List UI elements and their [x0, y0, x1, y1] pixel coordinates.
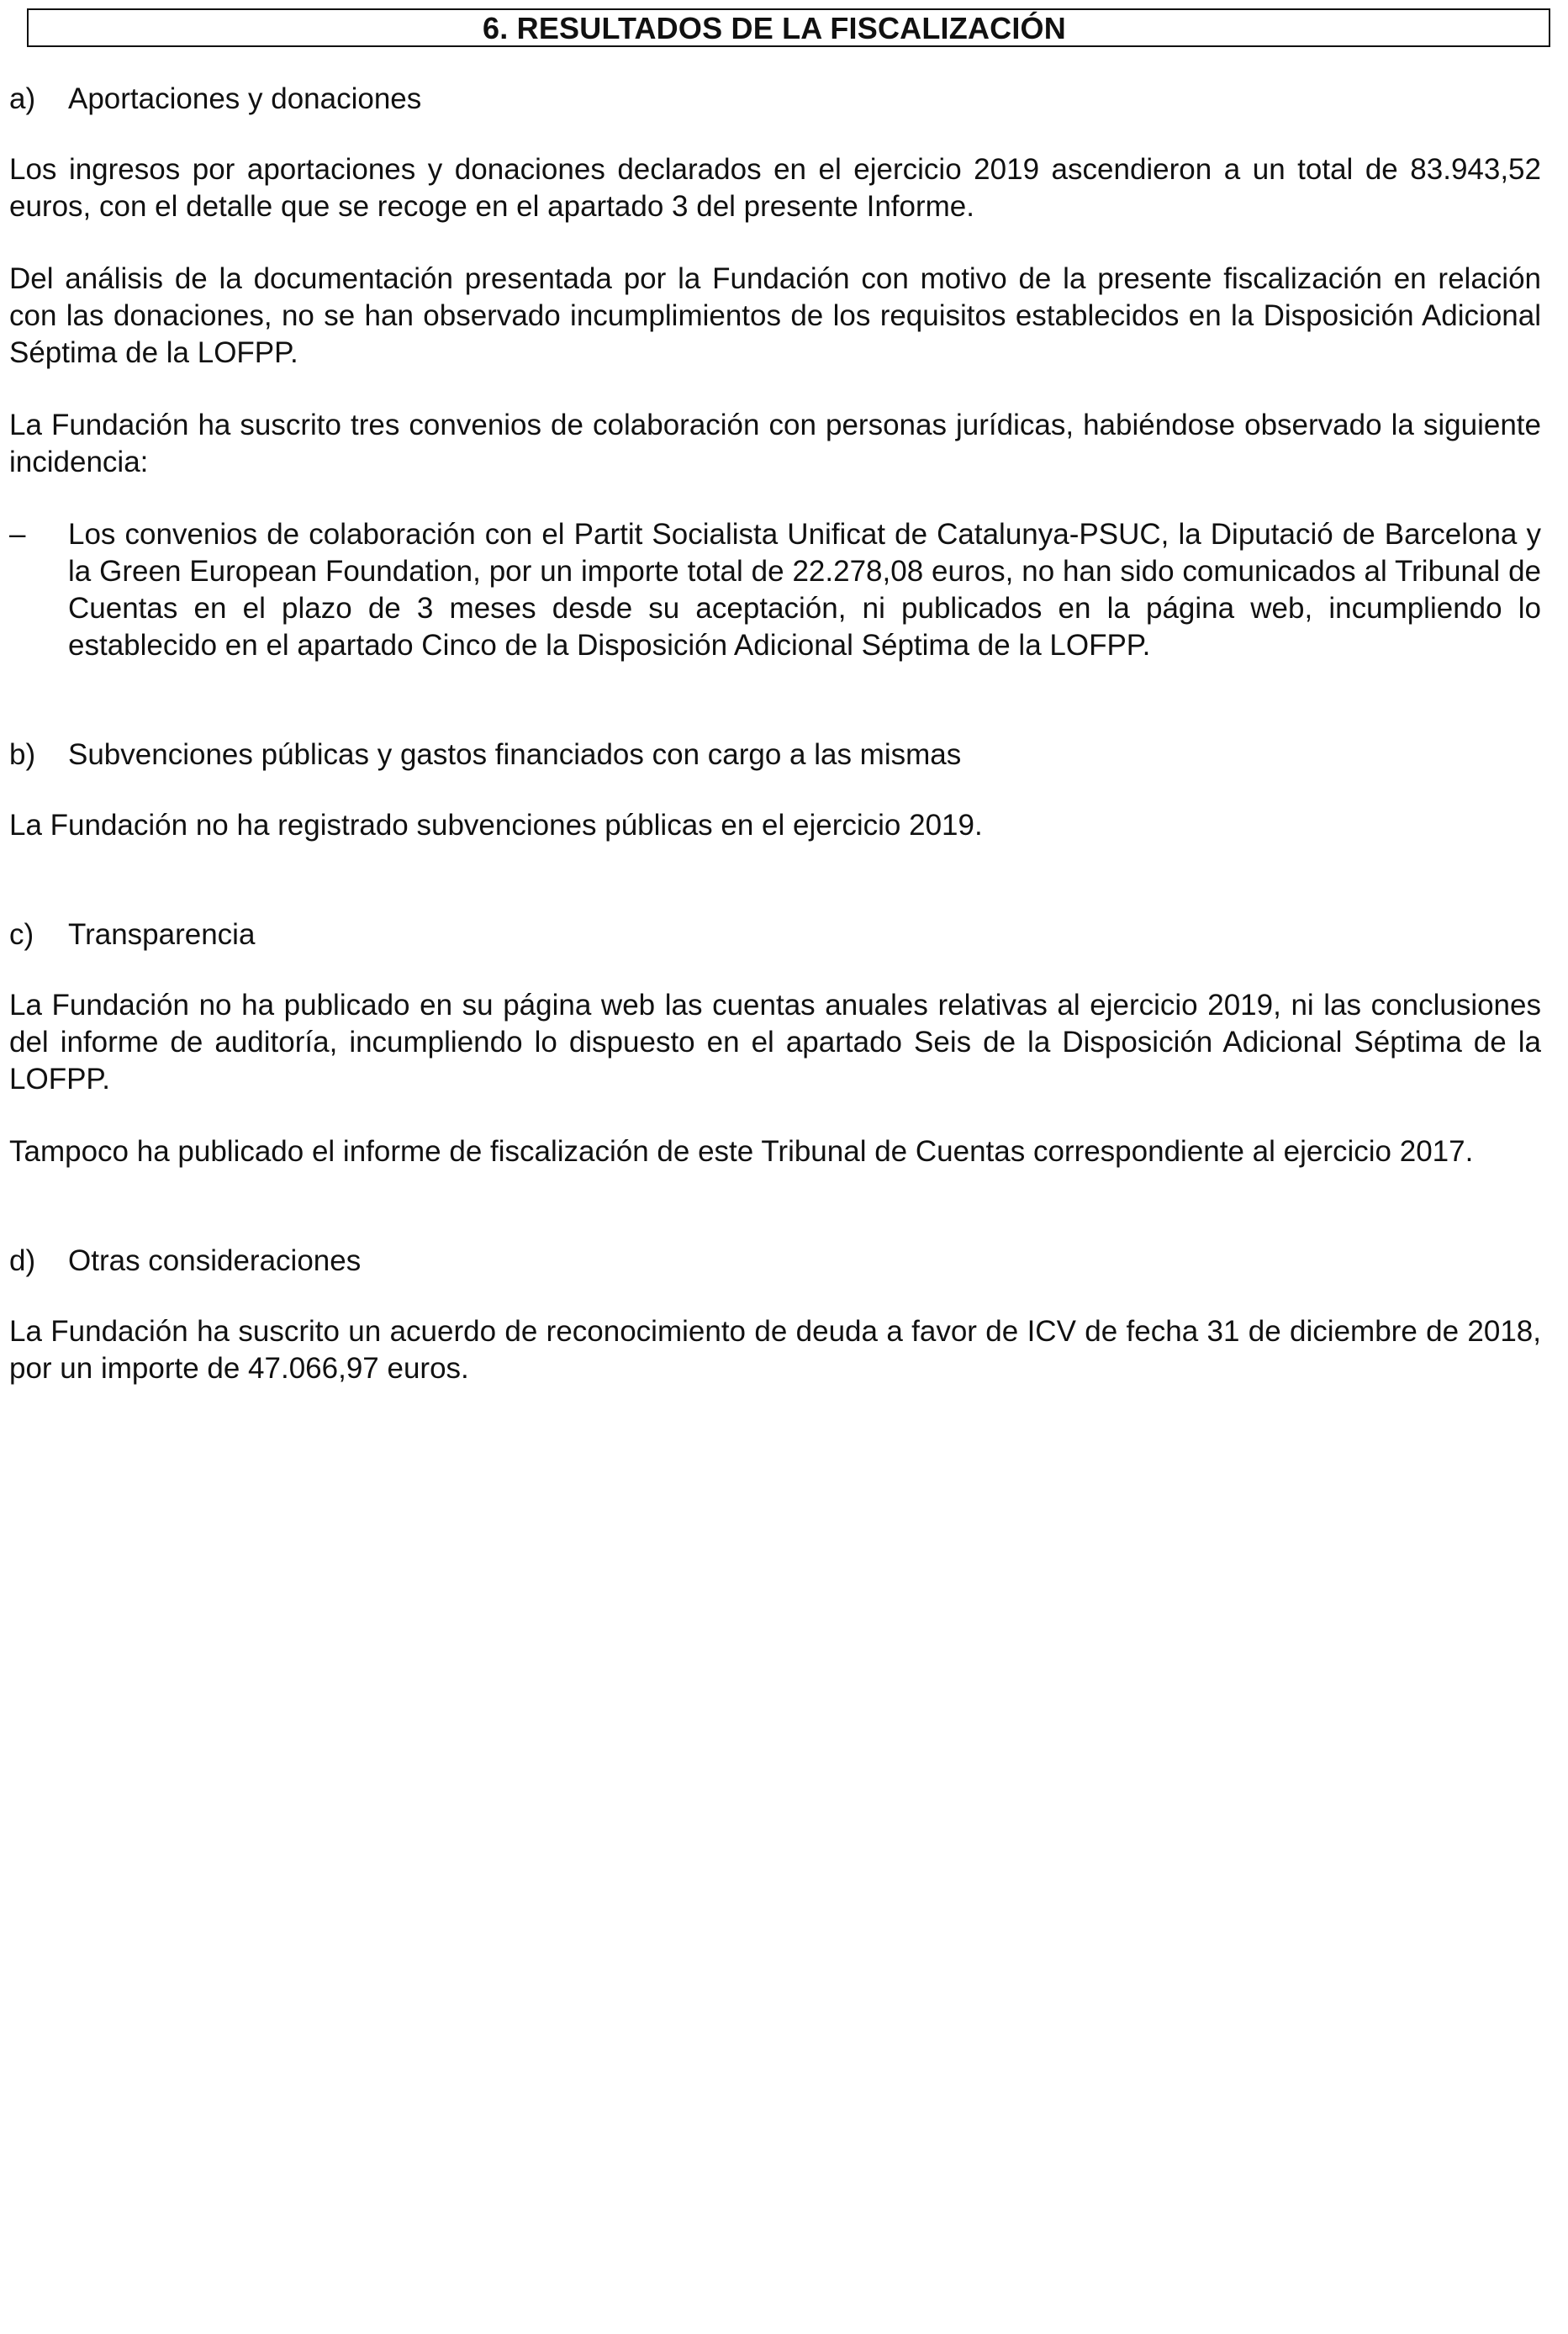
section-a-paragraph-3: La Fundación ha suscrito tres convenios de colaboración con personas jurídicas, habiéndose observado la siguiente incidencia:	[9, 409, 1541, 478]
section-b-paragraph-1: La Fundación no ha registrado subvenciones públicas en el ejercicio 2019.	[9, 809, 983, 842]
section-b-heading	[9, 737, 1541, 774]
section-d-title: Otras consideraciones	[68, 1244, 362, 1277]
section-title-box	[27, 8, 1550, 47]
bullet-dash: –	[9, 518, 26, 551]
section-b-title: Subvenciones públicas y gastos financiados con cargo a las mismas	[68, 738, 962, 771]
section-a-bullet-item	[9, 516, 1541, 664]
section-c-heading	[9, 916, 1541, 953]
section-d-heading	[9, 1243, 1541, 1280]
section-title: 6. RESULTADOS DE LA FISCALIZACIÓN	[483, 11, 1066, 45]
section-d-letter: d)	[9, 1244, 36, 1277]
section-a-title: Aportaciones y donaciones	[68, 82, 422, 115]
section-a-paragraph-2: Del análisis de la documentación presentada por la Fundación con motivo de la presente fiscalización en relación con las donaciones, no se han observado incumplimientos de los requisitos establecidos en la Disposición Adicional Séptima de la LOFPP.	[9, 262, 1541, 369]
section-c-letter: c)	[9, 918, 34, 951]
bullet-text: Los convenios de colaboración con el Partit Socialista Unificat de Catalunya-PSUC, la Diputació de Barcelona y la Green European Foundation, por un importe total de 22.278,08 euros, no han sido comunicados al Tribunal de Cuentas en el plazo de 3 meses desde su aceptación, ni publicados en la página web, incumpliendo lo establecido en el apartado Cinco de la Disposición Adicional Séptima de la LOFPP.	[68, 518, 1541, 662]
section-a-heading	[9, 81, 1541, 118]
section-c-paragraph-1: La Fundación no ha publicado en su página web las cuentas anuales relativas al ejercicio 2019, ni las conclusiones del informe de auditoría, incumpliendo lo dispuesto en el apartado Seis de la Disposición Adicional Séptima de la LOFPP.	[9, 989, 1541, 1096]
document-body	[9, 81, 1541, 1423]
section-b-letter: b)	[9, 738, 36, 771]
section-c-paragraph-2: Tampoco ha publicado el informe de fiscalización de este Tribunal de Cuentas correspondiente al ejercicio 2017.	[9, 1135, 1474, 1168]
section-a-paragraph-1: Los ingresos por aportaciones y donaciones declarados en el ejercicio 2019 ascendieron a un total de 83.943,52 euros, con el detalle que se recoge en el apartado 3 del presente Informe.	[9, 153, 1541, 223]
section-a-letter: a)	[9, 82, 36, 115]
section-c-title: Transparencia	[68, 918, 256, 951]
section-d-paragraph-1: La Fundación ha suscrito un acuerdo de reconocimiento de deuda a favor de ICV de fecha 31 de diciembre de 2018, por un importe de 47.066,97 euros.	[9, 1315, 1541, 1385]
